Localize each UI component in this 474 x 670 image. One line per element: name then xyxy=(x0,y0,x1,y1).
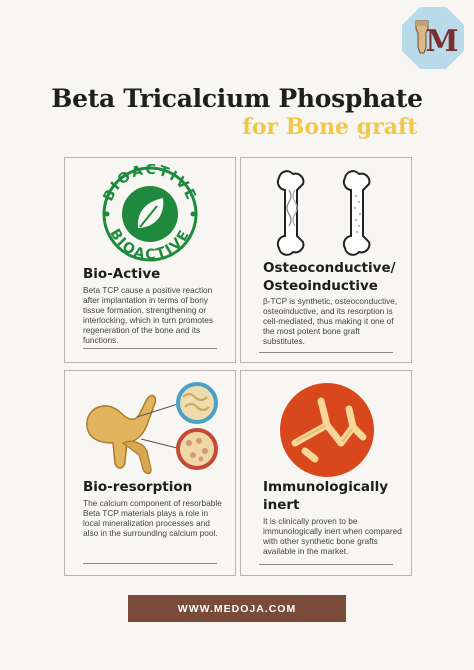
website-link[interactable]: WWW.MEDOJA.COM xyxy=(128,595,346,622)
svg-text:BIOACTIVE: BIOACTIVE xyxy=(106,226,194,262)
logo-letter: M xyxy=(425,24,459,59)
divider xyxy=(259,564,393,565)
card-bio-active xyxy=(64,157,236,363)
card-bio-resorption xyxy=(64,370,236,576)
card-heading: Osteoconductive/ Osteoinductive xyxy=(263,260,396,294)
page-title: Beta Tricalcium Phosphate xyxy=(51,84,423,113)
card-text: It is clinically proven to be immunologically inert when compared with other synthetic bone grafts available in the market. xyxy=(263,516,402,556)
card-text: The calcium component of resorbable Beta TCP materials plays a role in local mineralization processes and also in the surrounding calcium pool. xyxy=(83,498,222,538)
card-heading: Bio-Active xyxy=(83,266,161,282)
svg-text:BIOACTIVE: BIOACTIVE xyxy=(100,164,200,204)
card-heading: Bio-resorption xyxy=(83,479,193,495)
bone-icon xyxy=(269,166,389,260)
card-text: Beta TCP cause a positive reaction after implantation in terms of bony tissue formation, strengthening or interlocking, which in turn promotes regeneration of the bone and its functions. xyxy=(83,285,214,345)
divider xyxy=(83,563,217,564)
leaf-badge-icon xyxy=(85,164,215,262)
brand-logo xyxy=(400,5,466,71)
crystal-icon xyxy=(275,381,379,479)
divider xyxy=(259,352,393,353)
card-text: β-TCP is synthetic, osteoconductive, osteoinductive, and its resorption is cell-mediated, thus making it one of the most potent bone graft substitutes. xyxy=(263,296,398,346)
card-heading: Immunologically inert xyxy=(263,479,389,513)
divider xyxy=(83,348,217,349)
card-osteoconductive xyxy=(240,157,412,363)
page-subtitle: for Bone graft xyxy=(242,114,418,140)
pelvis-bone-icon xyxy=(77,377,227,477)
card-immunologically-inert xyxy=(240,370,412,576)
